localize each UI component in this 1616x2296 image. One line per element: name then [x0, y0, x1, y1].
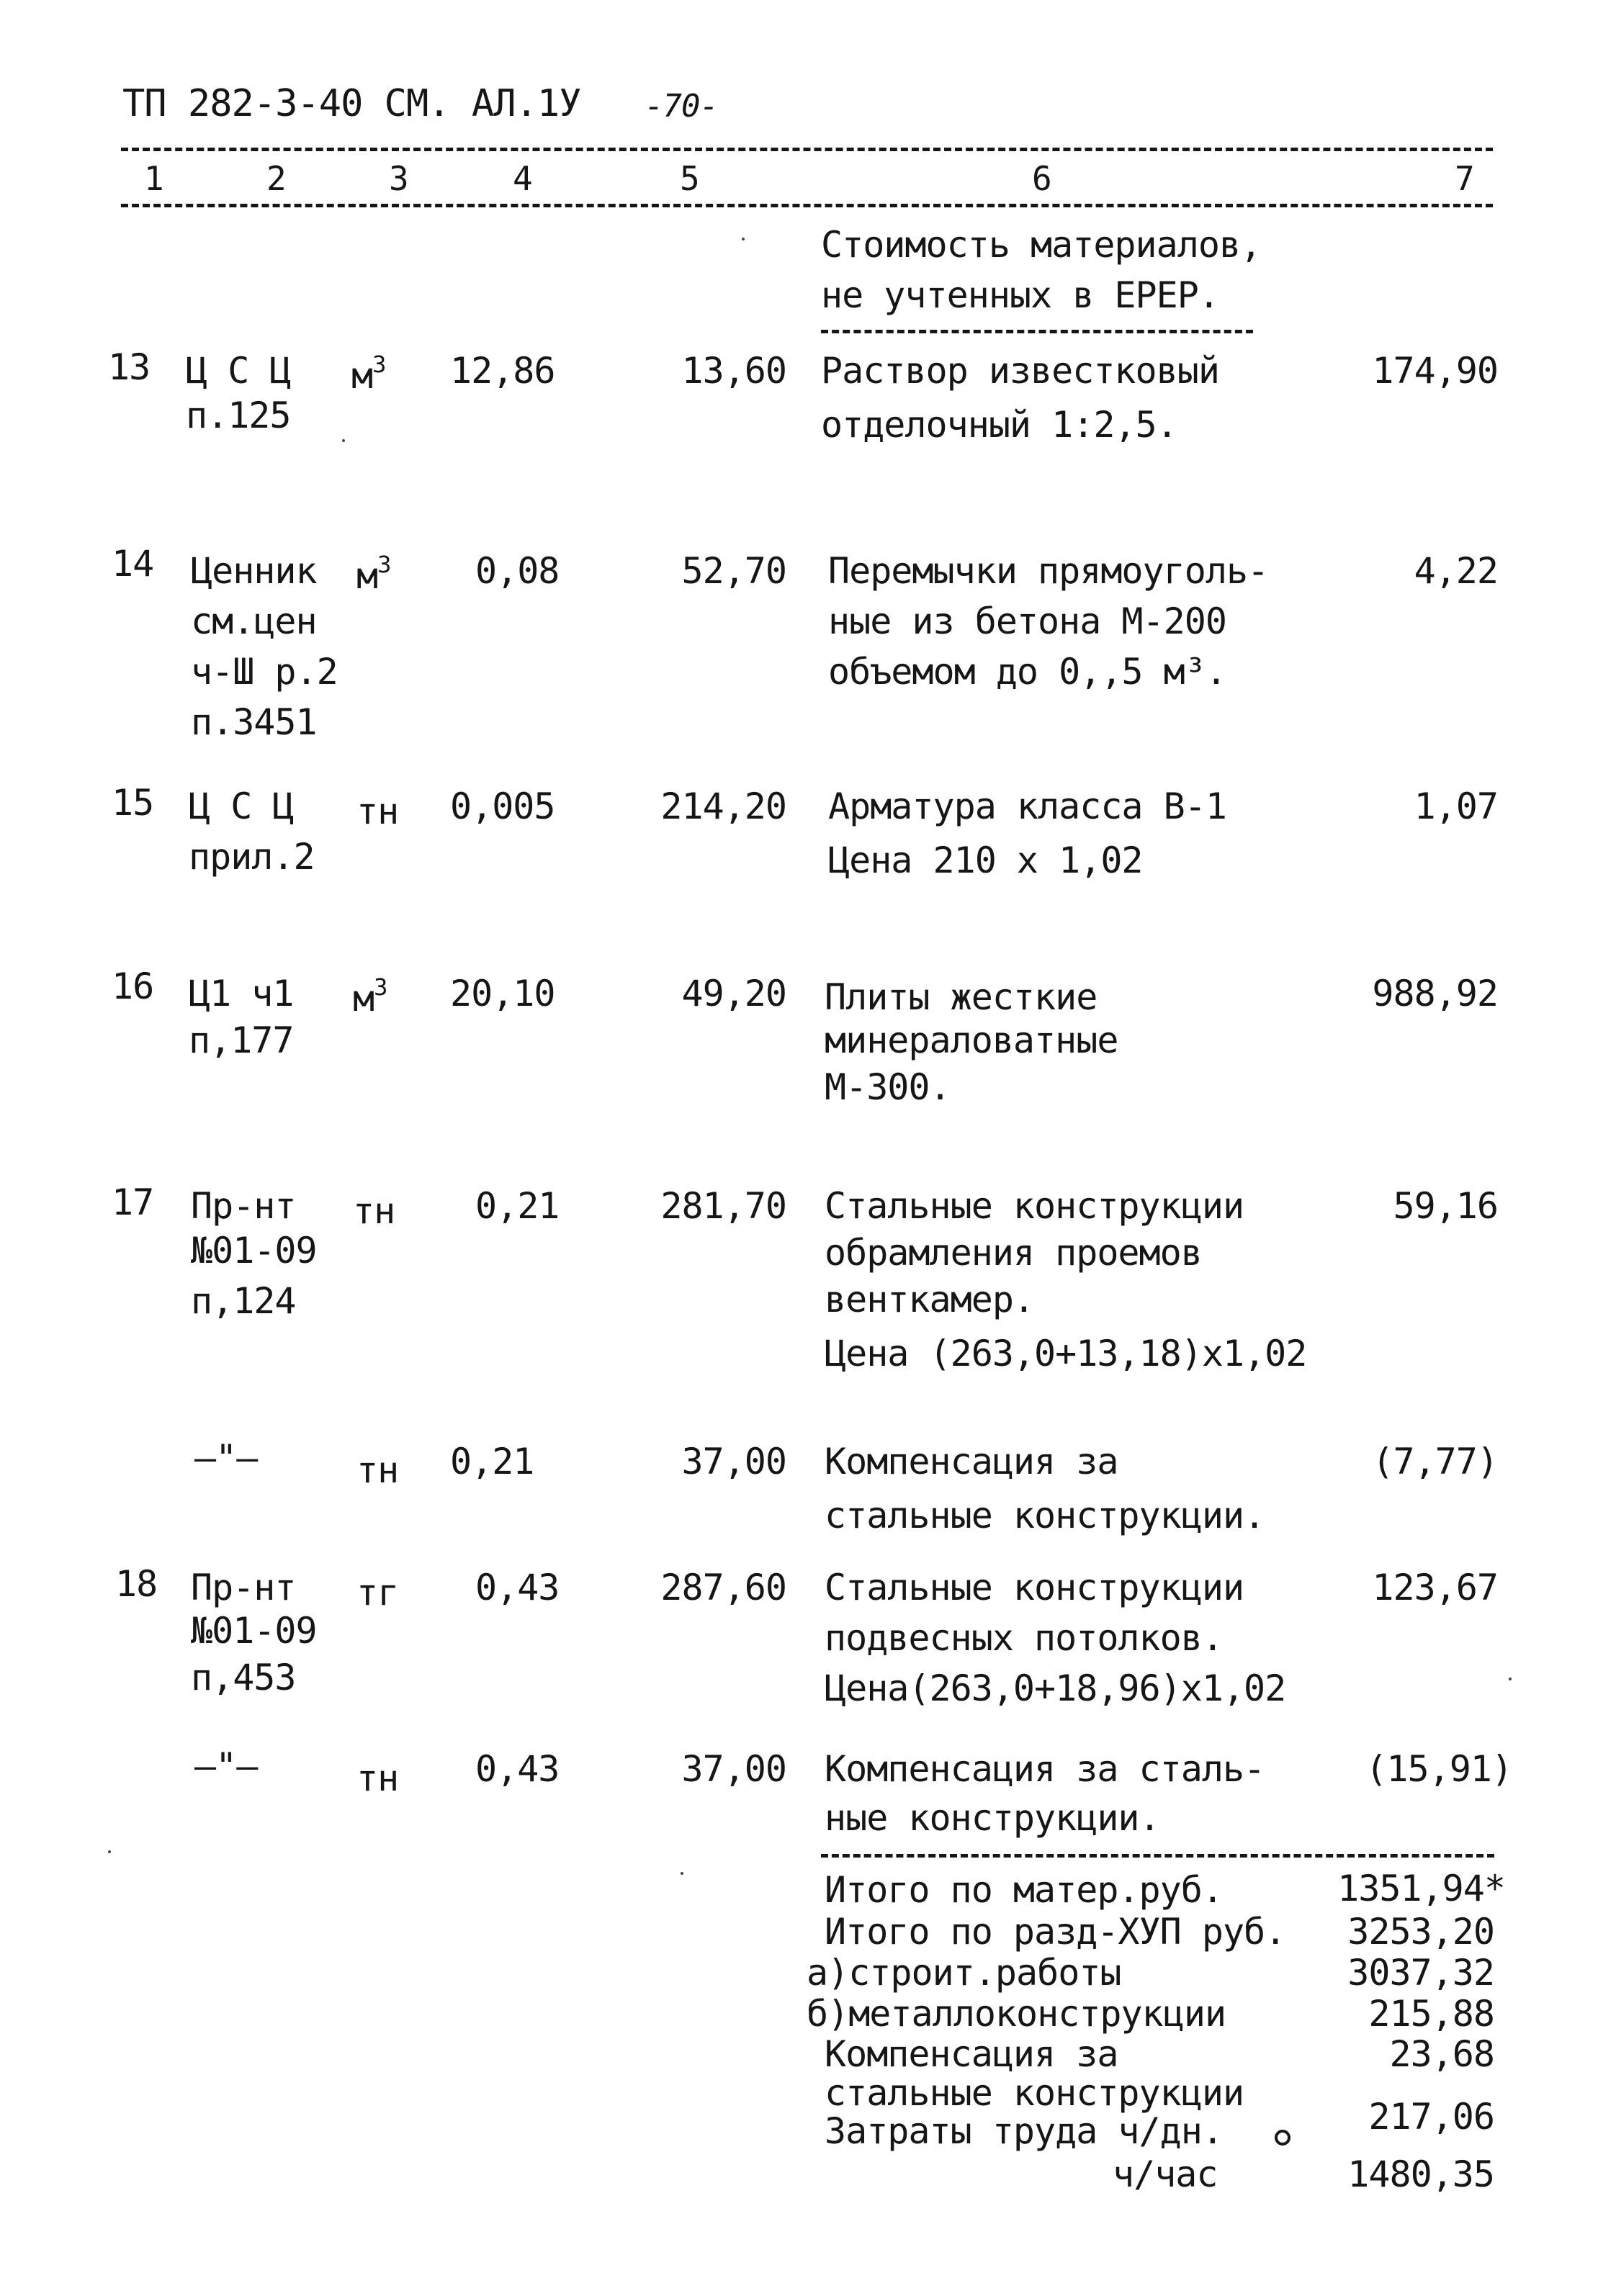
- row-unit-price: 49,20: [681, 973, 786, 1014]
- row-quantity: 0,21: [450, 1441, 534, 1482]
- summary-rule: [821, 1854, 1494, 1858]
- row-description-line: объемом до 0,,5 м³.: [828, 651, 1226, 693]
- summary-label: Итого по разд-ХУП руб.: [825, 1911, 1286, 1953]
- row-number: 15: [112, 782, 154, 824]
- scan-speck: [342, 439, 345, 442]
- row-unit-price: 287,60: [660, 1567, 786, 1608]
- row-ref-line: п.3451: [191, 701, 317, 743]
- row-number: 17: [112, 1181, 154, 1223]
- column-number-1: 1: [144, 159, 163, 198]
- column-number-5: 5: [680, 159, 699, 198]
- row-ref-line: п,124: [191, 1280, 296, 1322]
- row-quantity: 0,005: [450, 785, 555, 827]
- row-unit: тн: [356, 1449, 399, 1491]
- page-number: -70-: [645, 88, 718, 125]
- row-number: 18: [115, 1563, 158, 1605]
- row-description-line: минераловатные: [825, 1019, 1118, 1061]
- intro-rule: [821, 330, 1253, 333]
- scan-speck: [1509, 1678, 1512, 1680]
- row-unit: тн: [356, 1757, 399, 1799]
- row-description-line: М-300.: [825, 1066, 951, 1108]
- scan-speck: [681, 1872, 683, 1875]
- row-ref-line: Пр-нт: [191, 1567, 296, 1608]
- row-total: 4,22: [1414, 550, 1498, 592]
- row-ditto-mark: —"—: [194, 1437, 258, 1479]
- row-number: 13: [108, 346, 151, 388]
- row-description-line: Цена 210 х 1,02: [828, 839, 1143, 881]
- row-ref-line: Ц С Ц: [189, 785, 294, 827]
- summary-value: 1480,35: [1347, 2153, 1494, 2195]
- header-top-rule: [121, 148, 1493, 151]
- column-number-2: 2: [266, 159, 286, 198]
- row-total: 123,67: [1372, 1567, 1498, 1608]
- intro-line-2: не учтенных в ЕРЕР.: [821, 274, 1219, 316]
- row-description-line: ные из бетона М-200: [828, 600, 1226, 642]
- row-description-line: Стальные конструкции: [825, 1185, 1244, 1227]
- row-quantity: 20,10: [450, 973, 555, 1014]
- ink-dot: [1275, 2130, 1290, 2146]
- row-description-line: венткамер.: [825, 1279, 1035, 1320]
- row-number: 14: [112, 543, 154, 585]
- row-unit-price: 37,00: [681, 1748, 786, 1790]
- summary-label: а)строит.работы: [807, 1952, 1121, 1994]
- row-description-line: Компенсация за сталь-: [825, 1748, 1265, 1790]
- row-unit: $м^3$: [351, 351, 386, 397]
- summary-label: Затраты труда ч/дн.: [825, 2110, 1223, 2152]
- row-total: 59,16: [1393, 1185, 1498, 1227]
- summary-label: стальные конструкции: [825, 2072, 1244, 2114]
- row-unit: $м^3$: [356, 551, 391, 597]
- row-total: (7,77): [1372, 1441, 1498, 1482]
- row-quantity: 0,08: [475, 550, 560, 592]
- column-number-4: 4: [513, 159, 532, 198]
- summary-value: 217,06: [1368, 2096, 1494, 2138]
- summary-label: Итого по матер.руб.: [825, 1869, 1223, 1911]
- row-description-line: Перемычки прямоуголь-: [828, 550, 1269, 592]
- row-ref-line: ч-Ш р.2: [191, 651, 338, 693]
- summary-value: 1351,94*: [1337, 1868, 1505, 1909]
- row-ref-line: №01-09: [191, 1610, 317, 1652]
- row-ditto-mark: —"—: [194, 1745, 258, 1787]
- row-ref-line: Ц1 ч1: [189, 973, 294, 1014]
- row-unit: тг: [356, 1572, 399, 1613]
- row-unit-price: 52,70: [681, 550, 786, 592]
- row-description-line: подвесных потолков.: [825, 1617, 1223, 1659]
- row-total: 988,92: [1372, 973, 1498, 1014]
- row-unit-price: 214,20: [660, 785, 786, 827]
- row-unit-price: 13,60: [681, 350, 786, 392]
- row-description-line: обрамления проемов: [825, 1232, 1202, 1274]
- row-description-line: Раствор известковый: [821, 350, 1219, 392]
- row-description-line: стальные конструкции.: [825, 1495, 1265, 1536]
- row-total: (15,91): [1365, 1748, 1512, 1790]
- summary-label: ч/час: [1113, 2153, 1218, 2195]
- row-unit: тн: [356, 791, 399, 832]
- row-description-line: Стальные конструкции: [825, 1567, 1244, 1608]
- summary-value: 215,88: [1368, 1993, 1494, 2035]
- row-total: 1,07: [1414, 785, 1498, 827]
- row-ref-line: п,453: [191, 1657, 296, 1698]
- row-unit-price: 37,00: [681, 1441, 786, 1482]
- row-ref-line: Ц С Ц: [186, 350, 291, 392]
- doc-code: ТП 282-3-40 СМ. АЛ.1У: [122, 82, 581, 125]
- row-unit: $м^3$: [353, 973, 387, 1019]
- row-description-line: Цена(263,0+18,96)х1,02: [825, 1667, 1286, 1709]
- scan-speck: [108, 1850, 111, 1853]
- row-description-line: отделочный 1:2,5.: [821, 404, 1177, 446]
- row-quantity: 0,43: [475, 1748, 560, 1790]
- row-number: 16: [112, 965, 154, 1007]
- row-ref-line: п.125: [186, 395, 291, 436]
- row-quantity: 0,21: [475, 1185, 560, 1227]
- row-quantity: 0,43: [475, 1567, 560, 1608]
- row-ref-line: прил.2: [189, 836, 315, 878]
- row-ref-line: см.цен: [191, 600, 317, 642]
- row-description-line: Цена (263,0+13,18)х1,02: [825, 1333, 1307, 1374]
- scan-speck: [742, 238, 745, 240]
- row-total: 174,90: [1372, 350, 1498, 392]
- intro-line-1: Стоимость материалов,: [821, 224, 1262, 266]
- column-number-6: 6: [1032, 159, 1051, 198]
- row-description-line: Плиты жесткие: [825, 976, 1097, 1018]
- summary-label: Компенсация за: [825, 2033, 1118, 2075]
- column-number-3: 3: [389, 159, 408, 198]
- row-ref-line: Ценник: [191, 550, 317, 592]
- column-number-7: 7: [1455, 159, 1474, 198]
- row-unit: тн: [353, 1190, 395, 1232]
- summary-value: 3253,20: [1347, 1911, 1494, 1953]
- row-unit-price: 281,70: [660, 1185, 786, 1227]
- summary-label: б)металлоконструкции: [807, 1993, 1226, 2035]
- row-ref-line: №01-09: [191, 1230, 317, 1271]
- summary-value: 23,68: [1389, 2033, 1494, 2075]
- row-ref-line: Пр-нт: [191, 1185, 296, 1227]
- row-description-line: Арматура класса В-1: [828, 785, 1226, 827]
- row-ref-line: п,177: [189, 1019, 294, 1061]
- row-description-line: Компенсация за: [825, 1441, 1118, 1482]
- summary-value: 3037,32: [1347, 1952, 1494, 1994]
- row-quantity: 12,86: [450, 350, 555, 392]
- header-bottom-rule: [121, 204, 1493, 207]
- row-description-line: ные конструкции.: [825, 1797, 1160, 1839]
